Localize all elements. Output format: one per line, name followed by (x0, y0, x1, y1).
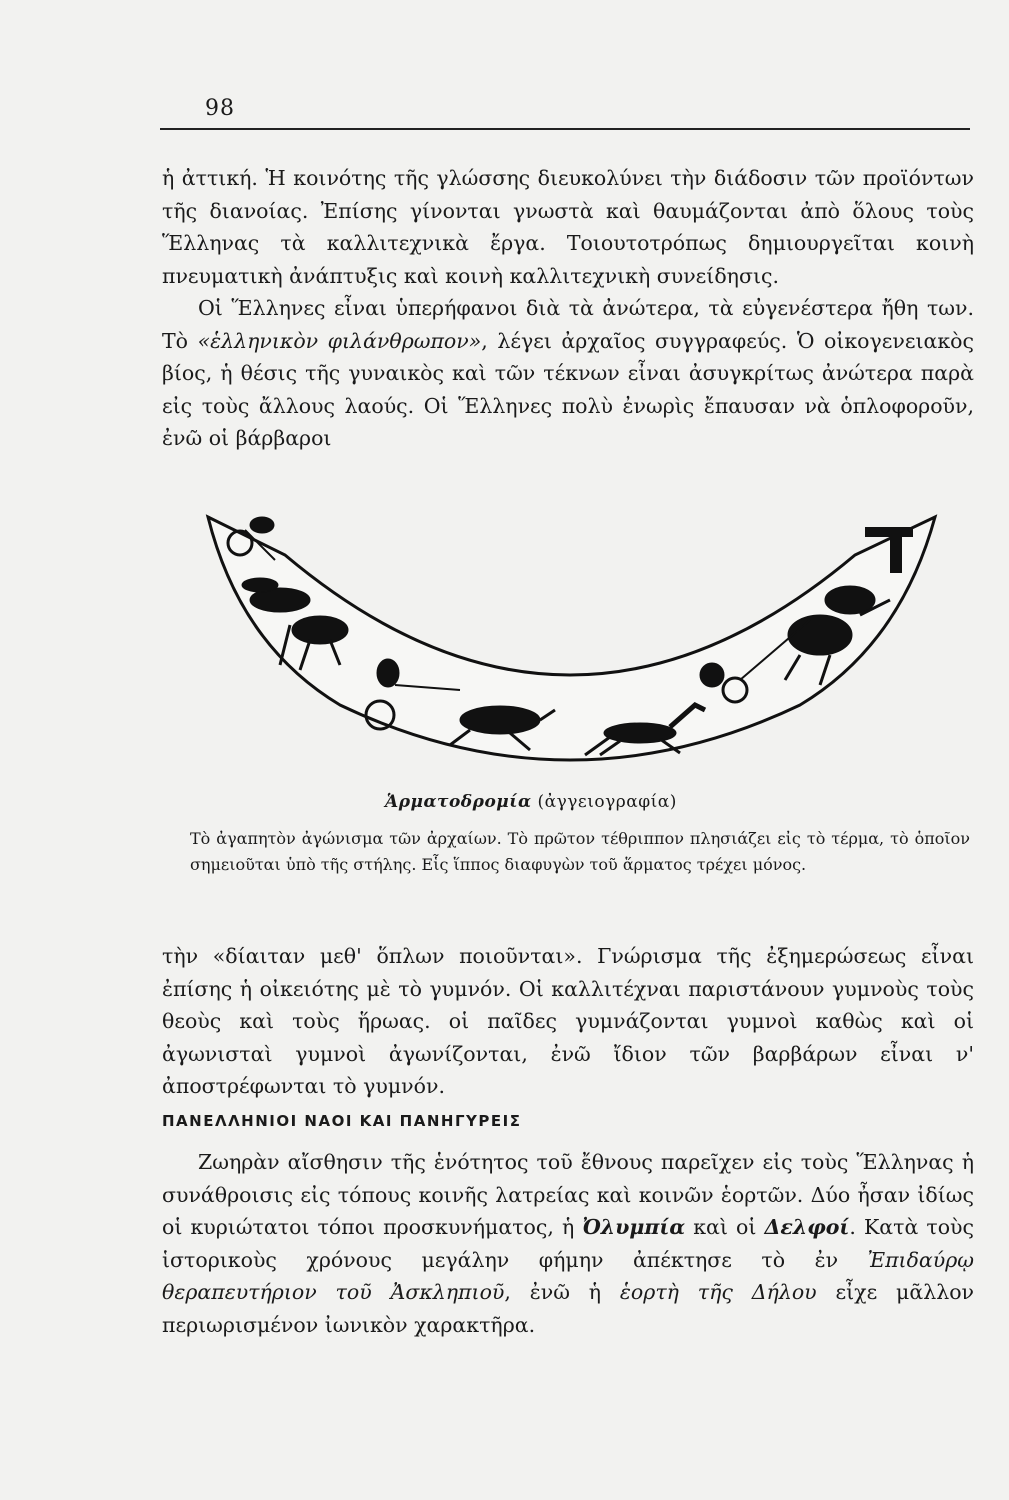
paragraph-1: ἡ ἀττική. Ἡ κοινότης τῆς γλώσσης διευκολύνει τὴν διάδοσιν τῶν προϊόντων τῆς διανοίας. Ἐπίσης γίνονται γνωστὰ καὶ θαυμάζονται ἀπὸ ὅλους τοὺς Ἕλληνας τὰ καλλιτεχνικὰ ἔργα. Τοιουτοτρόπως δημιουργεῖται κοινὴ πνευματικὴ ἀνάπτυξις καὶ κοινὴ καλλιτεχνικὴ συνείδησις. (162, 166, 974, 288)
paragraph-4-part3: . Κατὰ τοὺς ἱστορικοὺς χρόνους μεγάλην φήμην ἀπέκτησε τὸ ἐν (162, 1215, 974, 1272)
figure-caption-title (385, 792, 677, 812)
header-rule (160, 128, 970, 130)
paragraph-2-quote: «ἑλληνικὸν φιλάνθρωπον» (197, 328, 482, 353)
text-block-section (162, 1146, 974, 1341)
epidaurus-term: Ἐπιδαύρῳ θεραπευτήριον τοῦ Ἀσκληπιοῦ (162, 1247, 974, 1304)
paragraph-4-part1: Ζωηρὰν αἴσθησιν τῆς ἑνότητος τοῦ ἔθνους παρεῖχεν εἰς τοὺς Ἕλληνας ἡ συνάθροισις εἰς τόπους κοινῆς λατρείας καὶ κοινῶν ἑορτῶν. Δύο ἦσαν ἰδίως οἱ κυριώτατοι τόποι προσκυνήματος, ἡ (162, 1150, 974, 1239)
paragraph-4-part2: καὶ οἱ (685, 1215, 765, 1239)
paragraph-4 (162, 1146, 974, 1341)
figure-caption-title-italic: Ἁρματοδρομία (385, 792, 532, 812)
delphi-term: Δελφοί (764, 1215, 850, 1239)
text-block-top (162, 162, 974, 455)
paragraph-2-part1: Οἱ Ἕλληνες εἶναι ὑπερήφανοι διὰ τὰ ἀνώτερα, τὰ εὐγενέστερα ἤθη των. Τὸ (162, 296, 974, 353)
text-block-bottom (162, 940, 974, 1103)
paragraph-2-part2: , λέγει ἀρχαῖος συγγραφεύς. Ὁ οἰκογενειακὸς βίος, ἡ θέσις τῆς γυναικὸς καὶ τῶν τέκνων εἶναι ἀσυγκρίτως ἀνώτερα παρὰ εἰς τοὺς ἄλλους λαούς. Οἱ Ἕλληνες πολὺ ἐνωρὶς ἔπαυσαν νὰ ὁπλοφοροῦν, ἐνῶ οἱ βάρβαροι (162, 328, 974, 450)
section-heading: ΠΑΝΕΛΛΗΝΙΟΙ ΝΑΟΙ ΚΑΙ ΠΑΝΗΓΥΡΕΙΣ (162, 1112, 522, 1130)
paragraph-2 (162, 292, 974, 455)
paragraph-4-part4: , ἐνῶ ἡ (504, 1280, 620, 1304)
figure-caption-title-rest: (ἀγγειογραφία) (531, 792, 677, 812)
delos-term: ἑορτὴ τῆς Δήλου (619, 1280, 817, 1304)
paragraph-4-part5: εἶχε μᾶλλον περιωρισμένον ἰωνικὸν χαρακτῆρα. (162, 1280, 975, 1337)
paragraph-3: τὴν «δίαιταν μεθ' ὅπλων ποιοῦνται». Γνώρισμα τῆς ἐξημερώσεως εἶναι ἐπίσης ἡ οἰκειότης μὲ τὸ γυμνόν. Οἱ καλλιτέχναι παριστάνουν γυμνοὺς τοὺς θεοὺς καὶ τοὺς ἥρωας. οἱ παῖδες γυμνάζονται γυμνοὶ καθὼς καὶ οἱ ἀγωνισταὶ γυμνοὶ ἀγωνίζονται, ἐνῶ ἴδιον τῶν βαρβάρων εἶναι ν' ἀποστρέφωνται τὸ γυμνόν. (162, 944, 974, 1098)
olympia-term: Ὀλυμπία (582, 1215, 686, 1239)
figure-caption-body: Τὸ ἀγαπητὸν ἀγώνισμα τῶν ἀρχαίων. Τὸ πρῶτον τέθριππον πλησιάζει εἰς τὸ τέρμα, τὸ ὁποῖον σημειοῦται ὑπὸ τῆς στήλης. Εἷς ἵππος διαφυγὼν τοῦ ἅρματος τρέχει μόνος. (190, 829, 970, 874)
page-number: 98 (205, 96, 235, 121)
chariot-race-vase-illustration (200, 505, 940, 775)
